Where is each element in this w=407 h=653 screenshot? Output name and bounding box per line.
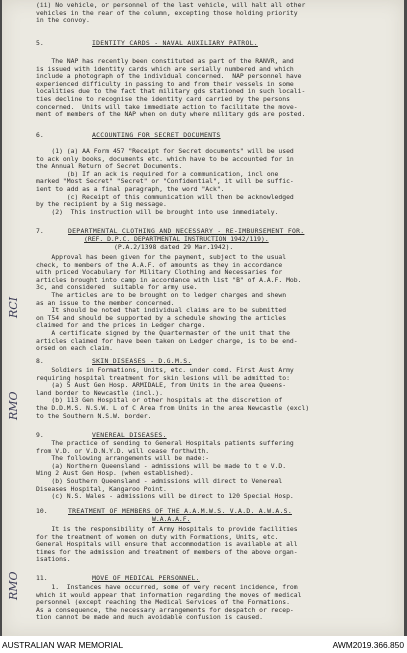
section-8-body: [2, 367, 404, 420]
text-line: A certificate signed by the Quartermaster of the unit that the: [36, 328, 290, 337]
text-line: articles brought into camp in accordance with list "B" of A.A.F. Mob.: [36, 275, 302, 284]
footer-accession-number: AWM2019.366.850: [332, 640, 404, 650]
text-line: orsed on each claim.: [36, 344, 113, 353]
section-11-body: [2, 584, 404, 622]
text-line: Approval has been given for the payment, subject to the usual: [36, 253, 287, 261]
section-heading: TREATMENT OF MEMBERS OF THE A.A.M.W.S. V.A.D. A.W.A.S.: [68, 507, 292, 515]
text-line: the D.D.M.S. N.S.W. L of C Area from Units in the area Newcastle (excl): [36, 403, 310, 412]
text-line: (b) Southern Queensland - admissions will direct to Venereal: [36, 476, 283, 485]
section-number: 5.: [36, 39, 44, 47]
text-line: by the recipient by a Sig message.: [36, 200, 167, 209]
text-line: experienced difficulty in passing to and from their vessels in some: [36, 79, 294, 88]
section-subheading: (REF. D.P.C. DEPARTMENTAL INSTRUCTION 1942/119).: [84, 235, 269, 243]
text-line: ment of members of the NAP when on duty where military gds are posted.: [36, 110, 306, 119]
text-line: include a photograph of the individual concerned. NAP personnel have: [36, 72, 302, 81]
text-line: times for the admission and treatment of members of the above organ-: [36, 547, 298, 556]
text-line: The articles are to be brought on to ledger charges and shewn: [36, 290, 287, 299]
section-7-subheading: [2, 236, 404, 251]
text-line: The practice of sending to General Hospitals patients suffering: [36, 439, 294, 447]
text-line: to the Southern N.S.W. border.: [36, 411, 152, 420]
text-line: as an issue to the member concerned.: [36, 298, 175, 307]
text-line: articles claimed for have been taken on Ledger charge, is to be end-: [36, 336, 298, 345]
text-line: requiring hospital treatment for skin lesions will be admitted to:: [36, 373, 290, 382]
text-line: which it would appear that information regarding the moves of medical: [36, 590, 302, 599]
text-line: check, to members of the A.A.F. of amounts as they in accordance: [36, 260, 283, 269]
text-line: tion cannot be made and much avoidable confusion is caused.: [36, 613, 264, 622]
text-line: Diseases Hospital, Kangaroo Point.: [36, 484, 167, 493]
section-number: 8.: [36, 357, 44, 365]
text-line: marked "Most Secret" "Secret" or "Confidential", it will be suffic-: [36, 177, 294, 186]
text-line: the Annual Return of Secret Documents.: [36, 162, 183, 171]
section-number: 11.: [36, 574, 48, 582]
text-line: (1) (a) AA Form 457 "Receipt for Secret documents" will be used: [36, 147, 294, 155]
section-heading: IDENTITY CARDS - NAVAL AUXILIARY PATROL.: [92, 39, 258, 47]
text-line: concerned. Units will take immediate action to facilitate the move-: [36, 102, 298, 111]
text-line: (a) Northern Queensland - admissions will be made to t e V.D.: [36, 461, 287, 470]
text-line: claimed for and the prices in Ledger charge.: [36, 321, 206, 330]
text-line: is issued with identity cards which are serially numbered and which: [36, 64, 294, 73]
text-line: on T54 and should be supported by a schedule showing the articles: [36, 313, 287, 322]
margin-note-handwriting: RMO: [7, 391, 20, 420]
text-line: (c) Receipt of this communication will then be acknowledged: [36, 192, 294, 201]
text-line: As a consequence, the necessary arrangements for despatch or recep-: [36, 605, 294, 614]
text-line: (b) 113 Gen Hospital or other hospitals at the discretion of: [36, 396, 283, 405]
section-number: 6.: [36, 131, 44, 139]
text-line: localities due to the fact that military gds stationed in such locali-: [36, 87, 306, 96]
footer-source-label: AUSTRALIAN WAR MEMORIAL: [2, 640, 124, 650]
section-number: 7.: [36, 227, 44, 235]
intro-line: vehicles in the rear of the column, excepting those holding priority: [36, 8, 298, 17]
section-10-subheading: [2, 516, 404, 524]
section-number: 10.: [36, 507, 48, 515]
text-line: ties decline to recognise the identity card carried by the persons: [36, 94, 290, 103]
section-heading: MOVE OF MEDICAL PERSONNEL.: [92, 574, 200, 582]
text-line: Wing 2 Aust Gen Hosp. (when established).: [36, 469, 194, 478]
section-heading: VENEREAL DISEASES.: [92, 431, 167, 439]
text-line: 3c, and considered suitable for army use.: [36, 283, 198, 292]
text-line: The following arrangements will be made:-: [36, 454, 210, 463]
text-line: isations.: [36, 555, 71, 564]
section-subheading: W.A.A.A.F.: [152, 515, 191, 523]
text-line: (a) 5 Aust Gen Hosp. ARMIDALE, from Units in the area Queens-: [36, 381, 287, 390]
section-subheading: (P.A.2/1398 dated 29 Mar.1942).: [114, 242, 234, 251]
text-line: from V.D. or V.D.N.Y.D. will cease forthwith.: [36, 446, 210, 455]
section-7-body: [2, 254, 404, 353]
text-line: General Hospitals will ensure that accommodation is available at all: [36, 540, 298, 549]
text-line: Soldiers in Formations, Units, etc. under comd. First Aust Army: [36, 366, 294, 374]
section-heading: SKIN DISEASES - D.G.M.S.: [92, 357, 192, 365]
section-heading: DEPARTMENTAL CLOTHING AND NECESSARY - RE-IMBURSEMENT FOR.: [68, 227, 305, 235]
text-line: The NAP has recently been constituted as part of the RANVR, and: [36, 57, 294, 65]
intro-line: (ii) No vehicle, or personnel of the last vehicle, will halt all other: [36, 1, 306, 9]
text-line: (b) If an ack is required for a communication, incl one: [36, 169, 279, 178]
text-line: for the treatment of women on duty with Formations, Units, etc.: [36, 532, 279, 541]
section-heading: ACCOUNTING FOR SECRET DOCUMENTS: [92, 131, 221, 139]
section-10-body: [2, 526, 404, 564]
document-page: [2, 0, 404, 636]
text-line: It should be noted that individual claims are to be submitted: [36, 306, 287, 315]
text-line: with priced Vocabulary for Military Clothing and Necessaries for: [36, 268, 283, 277]
section-number: 9.: [36, 431, 44, 439]
text-line: (2) This instruction will be brought into use immediately.: [36, 207, 279, 216]
margin-note-handwriting: RCI: [7, 296, 20, 318]
footer-bar: [0, 636, 407, 653]
text-line: ient to add as a final paragraph, the word "Ack".: [36, 184, 225, 193]
text-line: land border to Newcastle (incl.).: [36, 388, 163, 397]
text-line: personnel (except reaching the Medical Services of the Formations.: [36, 598, 290, 607]
text-line: It is the responsibility of Army Hospitals to provide facilities: [36, 525, 298, 533]
intro-line: in the convoy.: [36, 16, 90, 25]
margin-note-handwriting: RMO: [7, 571, 20, 600]
section-6-body: [2, 148, 404, 216]
text-line: (c) N.S. Wales - admissions will be direct to 120 Special Hosp.: [36, 492, 294, 501]
text-line: to ack only books, documents etc. which have to be accounted for in: [36, 154, 294, 163]
section-9-body: [2, 440, 404, 501]
text-line: 1. Instances have occurred, some of very recent incidence, from: [36, 583, 298, 591]
section-5-body: [2, 58, 404, 119]
intro-block: [2, 2, 404, 25]
